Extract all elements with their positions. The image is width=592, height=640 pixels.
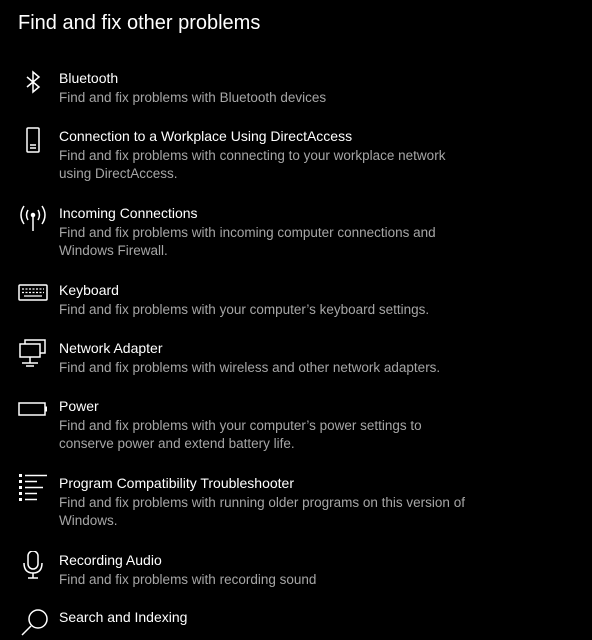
- bluetooth-icon: [17, 69, 49, 101]
- troubleshooter-incoming-connections[interactable]: [0, 204, 560, 262]
- troubleshooter-description: Find and fix problems with running older programs on this version of Windows.: [59, 495, 465, 528]
- list-icon: [17, 474, 49, 506]
- troubleshooter-title: Incoming Connections: [59, 205, 198, 221]
- troubleshooter-title: Recording Audio: [59, 552, 162, 568]
- search-icon: [17, 608, 49, 640]
- troubleshooter-description: Find and fix problems with connecting to your workplace network using DirectAccess.: [59, 148, 446, 181]
- microphone-icon: [17, 551, 49, 583]
- troubleshooter-description: Find and fix problems with wireless and other network adapters.: [59, 360, 441, 375]
- troubleshooter-title: Power: [59, 398, 99, 414]
- troubleshooter-title: Keyboard: [59, 282, 119, 298]
- troubleshooter-title: Search and Indexing: [59, 609, 188, 625]
- section-heading: Find and fix other problems: [18, 12, 261, 34]
- troubleshooter-description: Find and fix problems with recording sound: [59, 572, 317, 587]
- network-adapter-icon: [17, 339, 49, 371]
- phone-device-icon: [17, 127, 49, 159]
- troubleshooter-title: Program Compatibility Troubleshooter: [59, 475, 294, 491]
- troubleshooter-title: Connection to a Workplace Using DirectAccess: [59, 128, 353, 144]
- troubleshooter-description: Find and fix problems with incoming computer connections and Windows Firewall.: [59, 225, 436, 258]
- troubleshooter-description: Find and fix problems with your computer’s keyboard settings.: [59, 302, 430, 317]
- troubleshooter-description: Find and fix problems with Bluetooth devices: [59, 90, 327, 105]
- troubleshooter-recording-audio[interactable]: [0, 551, 560, 591]
- troubleshooter-description: Find and fix problems with your computer’s power settings to conserve power and extend battery life.: [59, 418, 422, 451]
- troubleshooter-power[interactable]: [0, 397, 560, 455]
- battery-icon: [17, 397, 49, 429]
- antenna-icon: [17, 204, 49, 236]
- troubleshooter-directaccess[interactable]: [0, 127, 560, 185]
- troubleshooter-program-compatibility[interactable]: [0, 474, 560, 532]
- keyboard-icon: [17, 281, 49, 313]
- troubleshooter-bluetooth[interactable]: [0, 69, 560, 109]
- troubleshooter-title: Network Adapter: [59, 340, 163, 356]
- troubleshooter-network-adapter[interactable]: [0, 339, 560, 379]
- troubleshooter-search-indexing[interactable]: [0, 608, 560, 625]
- troubleshooter-keyboard[interactable]: [0, 281, 560, 321]
- troubleshooter-title: Bluetooth: [59, 70, 119, 86]
